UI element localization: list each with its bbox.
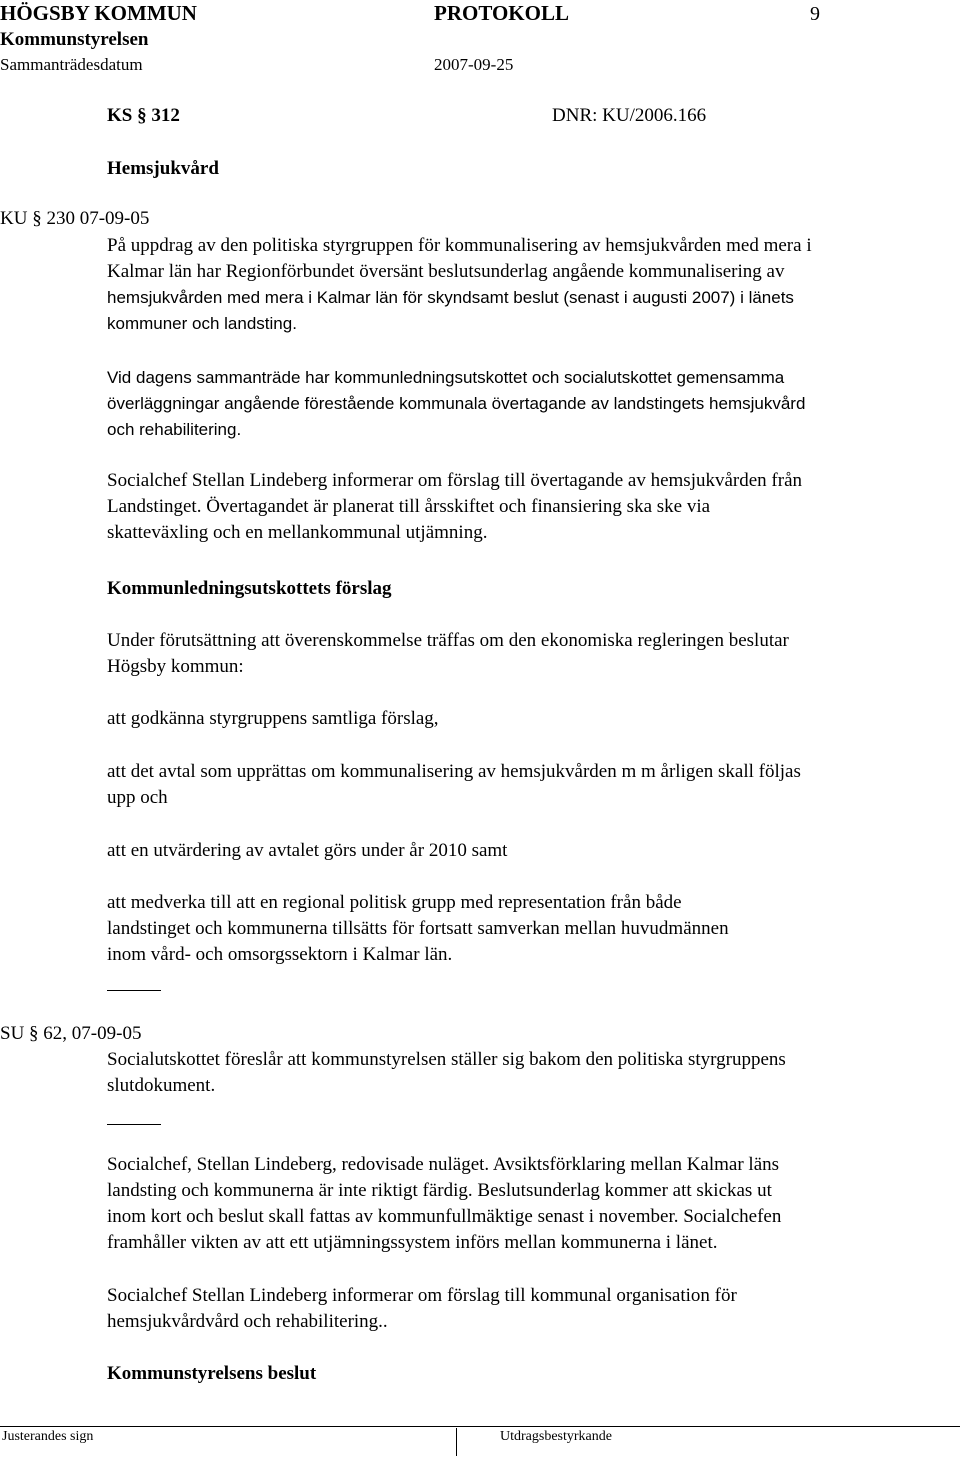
text-line: att en utvärdering av avtalet görs under år 2010 samt — [107, 840, 508, 861]
proposal-heading: Kommunledningsutskottets förslag — [107, 578, 392, 599]
text-line: slutdokument. — [107, 1075, 216, 1096]
su-ref-label: SU — [0, 1023, 25, 1044]
text-line: Högsby kommun: — [107, 656, 244, 677]
ku-paragraph-3 — [107, 468, 957, 546]
section-sign-icon: § — [137, 105, 147, 126]
text-line: kommuner och landsting. — [107, 314, 297, 333]
section-separator — [107, 1124, 161, 1125]
ku-paragraph-1 — [107, 233, 957, 337]
case-title: Hemsjukvård — [107, 158, 219, 179]
text-line: överläggningar angående förestående kommunala övertagande av landstingets hemsjukvård — [107, 394, 806, 413]
footer-divider — [456, 1428, 457, 1456]
footer-rule — [0, 1426, 960, 1427]
section-sign-icon: § — [29, 1023, 39, 1044]
su-reference — [0, 1023, 141, 1045]
case-number — [107, 105, 180, 127]
text-line: Landstinget. Övertagandet är planerat till årsskiftet och finansiering ska ske via — [107, 496, 711, 517]
ku-ref-rest: 230 07-09-05 — [46, 208, 150, 229]
text-line: inom kort och beslut skall fattas av kommunfullmäktige senast i november. Socialchefen — [107, 1206, 782, 1227]
su-paragraph-3 — [107, 1283, 957, 1335]
text-line: Socialchef, Stellan Lindeberg, redovisade nuläget. Avsiktsförklaring mellan Kalmar läns — [107, 1154, 780, 1175]
ku-ref-label: KU — [0, 208, 28, 229]
text-line: och rehabilitering. — [107, 420, 242, 439]
meeting-date-label: Sammanträdesdatum — [0, 55, 143, 74]
text-line: inom vård- och omsorgssektorn i Kalmar län. — [107, 944, 453, 965]
page-number: 9 — [810, 3, 820, 25]
case-dnr: DNR: KU/2006.166 — [552, 105, 707, 126]
decision-heading: Kommunstyrelsens beslut — [107, 1363, 317, 1384]
section-sign-icon: § — [32, 208, 42, 229]
text-line: hemsjukvården med mera i Kalmar län för skyndsamt beslut (senast i augusti 2007) i länets — [107, 288, 794, 307]
su-paragraph-1 — [107, 1047, 957, 1099]
text-line: upp och — [107, 787, 168, 808]
su-ref-rest: 62, 07-09-05 — [43, 1023, 142, 1044]
ku-paragraph-2 — [107, 365, 957, 443]
proposal-item-3 — [107, 838, 957, 864]
text-line: att det avtal som upprättas om kommunalisering av hemsjukvården m m årligen skall följas — [107, 761, 801, 782]
text-line: Kalmar län har Regionförbundet översänt beslutsunderlag angående kommunalisering av — [107, 261, 785, 282]
text-line: Socialchef Stellan Lindeberg informerar om förslag till kommunal organisation för — [107, 1285, 737, 1306]
case-ks-number: 312 — [151, 105, 180, 126]
ku-reference — [0, 208, 149, 230]
footer-certification-label: Utdragsbestyrkande — [500, 1429, 612, 1444]
text-line: att godkänna styrgruppens samtliga förslag, — [107, 708, 439, 729]
proposal-item-1 — [107, 706, 957, 732]
document-type: PROTOKOLL — [434, 1, 569, 25]
proposal-item-4 — [107, 890, 957, 968]
section-separator — [107, 990, 161, 991]
text-line: landsting och kommunerna är inte riktigt färdig. Beslutsunderlag kommer att skickas ut — [107, 1180, 772, 1201]
proposal-intro — [107, 628, 957, 680]
footer-signature-label: Justerandes sign — [2, 1429, 94, 1444]
board-name: Kommunstyrelsen — [0, 29, 149, 50]
su-paragraph-2 — [107, 1152, 957, 1256]
text-line: På uppdrag av den politiska styrgruppen för kommunalisering av hemsjukvården med mera i — [107, 235, 812, 256]
text-line: Vid dagens sammanträde har kommunledningsutskottet och socialutskottet gemensamma — [107, 368, 785, 387]
text-line: Under förutsättning att överenskommelse träffas om den ekonomiska regleringen beslutar — [107, 630, 789, 651]
text-line: framhåller vikten av att ett utjämningssystem införs mellan kommunerna i länet. — [107, 1232, 718, 1253]
text-line: skatteväxling och en mellankommunal utjämning. — [107, 522, 488, 543]
text-line: landstinget och kommunerna tillsätts för fortsatt samverkan mellan huvudmännen — [107, 918, 729, 939]
text-line: hemsjukvårdvård och rehabilitering.. — [107, 1311, 388, 1332]
case-ks-label: KS — [107, 105, 133, 126]
municipality-name: HÖGSBY KOMMUN — [0, 1, 197, 25]
text-line: att medverka till att en regional politisk grupp med representation från både — [107, 892, 682, 913]
meeting-date-value: 2007-09-25 — [434, 55, 514, 74]
text-line: Socialchef Stellan Lindeberg informerar om förslag till övertagande av hemsjukvården från — [107, 470, 803, 491]
text-line: Socialutskottet föreslår att kommunstyrelsen ställer sig bakom den politiska styrgruppens — [107, 1049, 786, 1070]
proposal-item-2 — [107, 759, 957, 811]
